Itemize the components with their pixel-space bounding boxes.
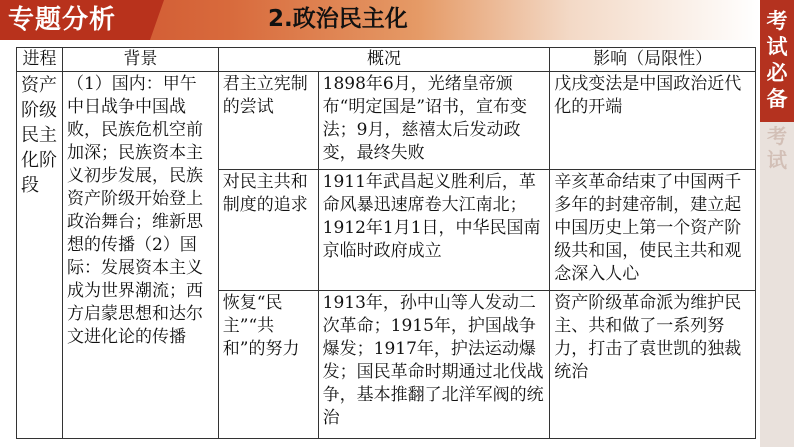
background-cell: （1）国内：甲午中日战争中国战败，民族危机空前加深；民族资本主义初步发展，民族资产阶级开始登上政治舞台；维新思想的传播（2）国际：发展资本主义成为世界潮流；西方启蒙思想和达尔文进化论的传播 — [62, 72, 218, 439]
overview-cell: 1913年，孙中山等人发动二次革命；1915年，护国战争爆发；1917年，护法运动爆发；国民革命时期通过北伐战争，基本推翻了北洋军阀的统治 — [318, 291, 550, 439]
history-table — [16, 47, 756, 439]
header-overview: 概况 — [218, 48, 550, 72]
badge-char: 备 — [766, 87, 788, 111]
ghost-watermark: 考试 — [767, 124, 787, 172]
impact-cell: 资产阶级革命派为维护民主、共和做了一系列努力，打击了袁世凯的独裁统治 — [550, 291, 756, 439]
header-progress: 进程 — [17, 48, 63, 72]
page-title: 2.政治民主化 — [268, 6, 408, 32]
badge-char: 试 — [766, 35, 788, 59]
badge-char: 必 — [766, 61, 788, 85]
section-tag: 专题分析 — [0, 0, 150, 40]
side-strip — [760, 0, 794, 447]
impact-cell: 戊戌变法是中国政治近代化的开端 — [550, 72, 756, 170]
overview-cell: 1898年6月，光绪皇帝颁布“明定国是”诏书，宣布变法；9月，慈禧太后发动政变，最终失败 — [318, 72, 550, 170]
exam-badge — [760, 0, 794, 122]
category-cell: 对民主共和制度的追求 — [218, 170, 318, 291]
stage-cell: 资产阶级民主化阶段 — [17, 72, 63, 439]
category-cell: 恢复“民主”“共和”的努力 — [218, 291, 318, 439]
header-bar — [0, 0, 760, 40]
header-background: 背景 — [62, 48, 218, 72]
table-row — [17, 72, 756, 170]
badge-char: 考 — [766, 9, 788, 33]
overview-cell: 1911年武昌起义胜利后，革命风暴迅速席卷大江南北；1912年1月1日，中华民国南京临时政府成立 — [318, 170, 550, 291]
header-impact: 影响（局限性） — [550, 48, 756, 72]
impact-cell: 辛亥革命结束了中国两千多年的封建帝制，建立起中国历史上第一个资产阶级共和国，使民主共和观念深入人心 — [550, 170, 756, 291]
category-cell: 君主立宪制的尝试 — [218, 72, 318, 170]
table-header-row — [17, 48, 756, 72]
